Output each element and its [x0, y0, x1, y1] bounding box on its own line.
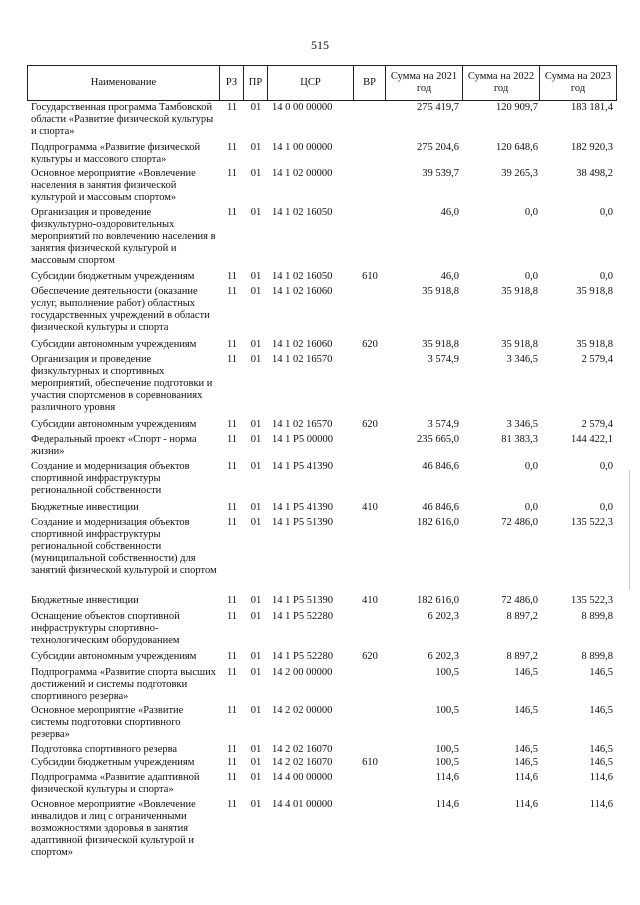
cell-pr: 01: [250, 705, 262, 716]
cell-csr: 14 1 P5 52280: [272, 611, 333, 622]
cell-sum-2022: 8 897,2: [506, 651, 538, 662]
cell-sum-2023: 8 899,8: [581, 611, 613, 622]
cell-name: Субсидии бюджетным учреждениям: [31, 757, 195, 768]
cell-csr: 14 1 02 16570: [272, 419, 333, 430]
cell-csr: 14 1 P5 52280: [272, 651, 333, 662]
cell-csr: 14 1 02 16050: [272, 271, 333, 282]
cell-sum-2021: 100,5: [435, 757, 459, 768]
cell-pr: 01: [250, 772, 262, 783]
cell-sum-2023: 144 422,1: [571, 434, 613, 445]
cell-csr: 14 2 02 16070: [272, 744, 333, 755]
header-pr: ПР: [244, 66, 268, 100]
cell-pr: 01: [250, 419, 262, 430]
cell-sum-2022: 120 648,6: [496, 142, 538, 153]
cell-rz: 11: [226, 595, 238, 606]
cell-sum-2023: 0,0: [599, 207, 613, 218]
header-sum-2023: Сумма на 2023 год: [544, 71, 612, 94]
cell-sum-2021: 100,5: [435, 667, 459, 678]
cell-sum-2021: 3 574,9: [427, 354, 459, 365]
header-name: Наименование: [28, 66, 220, 100]
cell-sum-2023: 114,6: [589, 799, 613, 810]
cell-name: Подпрограмма «Развитие спорта высших достижений и системы подготовки спортивного резерва»: [31, 667, 216, 702]
cell-sum-2021: 35 918,8: [422, 339, 459, 350]
cell-sum-2021: 35 918,8: [422, 286, 459, 297]
cell-pr: 01: [250, 207, 262, 218]
cell-vr: 410: [362, 502, 378, 513]
cell-sum-2023: 182 920,3: [571, 142, 613, 153]
cell-sum-2023: 2 579,4: [581, 354, 613, 365]
cell-csr: 14 1 P5 51390: [272, 517, 333, 528]
cell-sum-2021: 100,5: [435, 705, 459, 716]
cell-pr: 01: [250, 354, 262, 365]
cell-sum-2023: 146,5: [589, 757, 613, 768]
cell-sum-2023: 2 579,4: [581, 419, 613, 430]
cell-rz: 11: [226, 772, 238, 783]
cell-sum-2022: 72 486,0: [501, 517, 538, 528]
cell-name: Обеспечение деятельности (оказание услуг, выполнение работ) областных государственных учреждений в области физической культуры и спорта: [31, 286, 210, 333]
cell-rz: 11: [226, 744, 238, 755]
cell-name: Организация и проведение физкультурно-оздоровительных мероприятий по вовлечению населения в занятия физической культурой и массовым спортом: [31, 207, 216, 266]
cell-pr: 01: [250, 339, 262, 350]
cell-pr: 01: [250, 434, 262, 445]
cell-sum-2023: 183 181,4: [571, 102, 613, 113]
cell-sum-2021: 235 665,0: [417, 434, 459, 445]
cell-sum-2023: 0,0: [599, 461, 613, 472]
cell-sum-2022: 35 918,8: [501, 286, 538, 297]
header-sum-2021: Сумма на 2021 год: [386, 66, 463, 100]
cell-csr: 14 1 02 16050: [272, 207, 333, 218]
cell-sum-2021: 46 846,6: [422, 502, 459, 513]
cell-pr: 01: [250, 595, 262, 606]
cell-sum-2021: 275 204,6: [417, 142, 459, 153]
cell-name: Основное мероприятие «Развитие системы подготовки спортивного резерва»: [31, 705, 184, 740]
cell-sum-2021: 46,0: [440, 271, 459, 282]
cell-sum-2022: 146,5: [514, 705, 538, 716]
cell-rz: 11: [226, 419, 238, 430]
cell-name: Субсидии автономным учреждениям: [31, 339, 197, 350]
scan-edge-line: [629, 470, 630, 590]
cell-rz: 11: [226, 142, 238, 153]
cell-sum-2021: 46 846,6: [422, 461, 459, 472]
cell-csr: 14 1 02 00000: [272, 168, 333, 179]
cell-csr: 14 4 00 00000: [272, 772, 333, 783]
cell-sum-2021: 100,5: [435, 744, 459, 755]
cell-sum-2023: 38 498,2: [576, 168, 613, 179]
cell-pr: 01: [250, 757, 262, 768]
cell-csr: 14 1 P5 41390: [272, 461, 333, 472]
cell-sum-2022: 3 346,5: [506, 354, 538, 365]
cell-sum-2021: 39 539,7: [422, 168, 459, 179]
cell-pr: 01: [250, 799, 262, 810]
cell-csr: 14 0 00 00000: [272, 102, 333, 113]
cell-rz: 11: [226, 354, 238, 365]
cell-csr: 14 1 00 00000: [272, 142, 333, 153]
cell-pr: 01: [250, 142, 262, 153]
cell-sum-2023: 135 522,3: [571, 595, 613, 606]
cell-rz: 11: [226, 651, 238, 662]
cell-sum-2022: 39 265,3: [501, 168, 538, 179]
cell-sum-2023: 114,6: [589, 772, 613, 783]
cell-rz: 11: [226, 757, 238, 768]
header-vr: ВР: [354, 66, 386, 100]
cell-sum-2021: 114,6: [435, 772, 459, 783]
cell-pr: 01: [250, 102, 262, 113]
cell-rz: 11: [226, 207, 238, 218]
cell-name: Субсидии автономным учреждениям: [31, 651, 197, 662]
table-header: [27, 65, 617, 101]
cell-csr: 14 2 02 16070: [272, 757, 333, 768]
cell-pr: 01: [250, 611, 262, 622]
cell-name: Государственная программа Тамбовской области «Развитие физической культуры и спорта»: [31, 102, 214, 137]
page-number: 515: [311, 38, 329, 52]
cell-csr: 14 1 02 16060: [272, 286, 333, 297]
cell-csr: 14 1 02 16570: [272, 354, 333, 365]
cell-sum-2021: 182 616,0: [417, 517, 459, 528]
cell-pr: 01: [250, 502, 262, 513]
cell-sum-2021: 46,0: [440, 207, 459, 218]
cell-name: Создание и модернизация объектов спортивной инфраструктуры региональной собственности (муниципальной собственности) для занятий физической культурой и спортом: [31, 517, 217, 576]
cell-pr: 01: [250, 271, 262, 282]
cell-name: Подпрограмма «Развитие физической культуры и массового спорта»: [31, 142, 201, 165]
cell-sum-2021: 3 574,9: [427, 419, 459, 430]
cell-rz: 11: [226, 611, 238, 622]
cell-vr: 620: [362, 651, 378, 662]
cell-rz: 11: [226, 434, 238, 445]
cell-sum-2022: 120 909,7: [496, 102, 538, 113]
cell-name: Федеральный проект «Спорт - норма жизни»: [31, 434, 197, 457]
cell-sum-2021: 6 202,3: [427, 611, 459, 622]
cell-rz: 11: [226, 502, 238, 513]
cell-rz: 11: [226, 102, 238, 113]
cell-csr: 14 4 01 00000: [272, 799, 333, 810]
cell-sum-2022: 114,6: [514, 799, 538, 810]
cell-sum-2023: 35 918,8: [576, 339, 613, 350]
cell-csr: 14 2 00 00000: [272, 667, 333, 678]
cell-pr: 01: [250, 651, 262, 662]
cell-name: Субсидии бюджетным учреждениям: [31, 271, 195, 282]
cell-sum-2022: 146,5: [514, 757, 538, 768]
cell-rz: 11: [226, 461, 238, 472]
cell-rz: 11: [226, 339, 238, 350]
cell-vr: 610: [362, 271, 378, 282]
cell-sum-2023: 0,0: [599, 271, 613, 282]
cell-rz: 11: [226, 286, 238, 297]
cell-sum-2021: 275 419,7: [417, 102, 459, 113]
cell-sum-2021: 6 202,3: [427, 651, 459, 662]
cell-sum-2022: 72 486,0: [501, 595, 538, 606]
cell-pr: 01: [250, 517, 262, 528]
cell-vr: 620: [362, 339, 378, 350]
cell-csr: 14 1 P5 51390: [272, 595, 333, 606]
cell-sum-2022: 114,6: [514, 772, 538, 783]
cell-rz: 11: [226, 271, 238, 282]
cell-name: Организация и проведение физкультурных и спортивных мероприятий, обеспечение подготовки и участия спортсменов в соревнованиях различного уровня: [31, 354, 213, 413]
cell-sum-2022: 0,0: [524, 502, 538, 513]
cell-rz: 11: [226, 667, 238, 678]
cell-sum-2022: 8 897,2: [506, 611, 538, 622]
cell-sum-2021: 114,6: [435, 799, 459, 810]
cell-sum-2022: 146,5: [514, 667, 538, 678]
cell-pr: 01: [250, 667, 262, 678]
cell-name: Подпрограмма «Развитие адаптивной физической культуры и спорта»: [31, 772, 200, 795]
cell-pr: 01: [250, 286, 262, 297]
cell-sum-2023: 8 899,8: [581, 651, 613, 662]
cell-csr: 14 1 P5 00000: [272, 434, 333, 445]
cell-sum-2022: 0,0: [524, 461, 538, 472]
cell-sum-2023: 146,5: [589, 744, 613, 755]
cell-name: Основное мероприятие «Вовлечение инвалидов и лиц с ограниченными возможностями здоровья в занятия адаптивной физической культурой и спортом»: [31, 799, 196, 858]
cell-sum-2022: 0,0: [524, 271, 538, 282]
cell-sum-2022: 35 918,8: [501, 339, 538, 350]
cell-sum-2022: 0,0: [524, 207, 538, 218]
cell-csr: 14 1 02 16060: [272, 339, 333, 350]
cell-sum-2022: 146,5: [514, 744, 538, 755]
cell-pr: 01: [250, 461, 262, 472]
cell-name: Основное мероприятие «Вовлечение населения в занятия физической культурой и массовым спортом»: [31, 168, 196, 203]
cell-name: Бюджетные инвестиции: [31, 502, 139, 513]
cell-name: Создание и модернизация объектов спортивной инфраструктуры региональной собственности: [31, 461, 190, 496]
cell-pr: 01: [250, 744, 262, 755]
cell-sum-2023: 35 918,8: [576, 286, 613, 297]
header-csr: ЦСР: [268, 66, 354, 100]
cell-sum-2023: 146,5: [589, 705, 613, 716]
cell-sum-2023: 146,5: [589, 667, 613, 678]
cell-vr: 410: [362, 595, 378, 606]
cell-sum-2023: 135 522,3: [571, 517, 613, 528]
cell-sum-2022: 3 346,5: [506, 419, 538, 430]
cell-sum-2021: 182 616,0: [417, 595, 459, 606]
cell-rz: 11: [226, 517, 238, 528]
cell-csr: 14 2 02 00000: [272, 705, 333, 716]
cell-vr: 620: [362, 419, 378, 430]
cell-csr: 14 1 P5 41390: [272, 502, 333, 513]
cell-rz: 11: [226, 799, 238, 810]
cell-name: Подготовка спортивного резерва: [31, 744, 178, 755]
cell-name: Оснащение объектов спортивной инфраструктуры спортивно-технологическим оборудованием: [31, 611, 180, 646]
header-rz: РЗ: [220, 66, 244, 100]
cell-pr: 01: [250, 168, 262, 179]
cell-name: Субсидии автономным учреждениям: [31, 419, 197, 430]
header-sum-2022: Сумма на 2022 год: [463, 66, 540, 100]
cell-sum-2023: 0,0: [599, 502, 613, 513]
cell-name: Бюджетные инвестиции: [31, 595, 139, 606]
cell-rz: 11: [226, 705, 238, 716]
cell-vr: 610: [362, 757, 378, 768]
cell-rz: 11: [226, 168, 238, 179]
cell-sum-2022: 81 383,3: [501, 434, 538, 445]
